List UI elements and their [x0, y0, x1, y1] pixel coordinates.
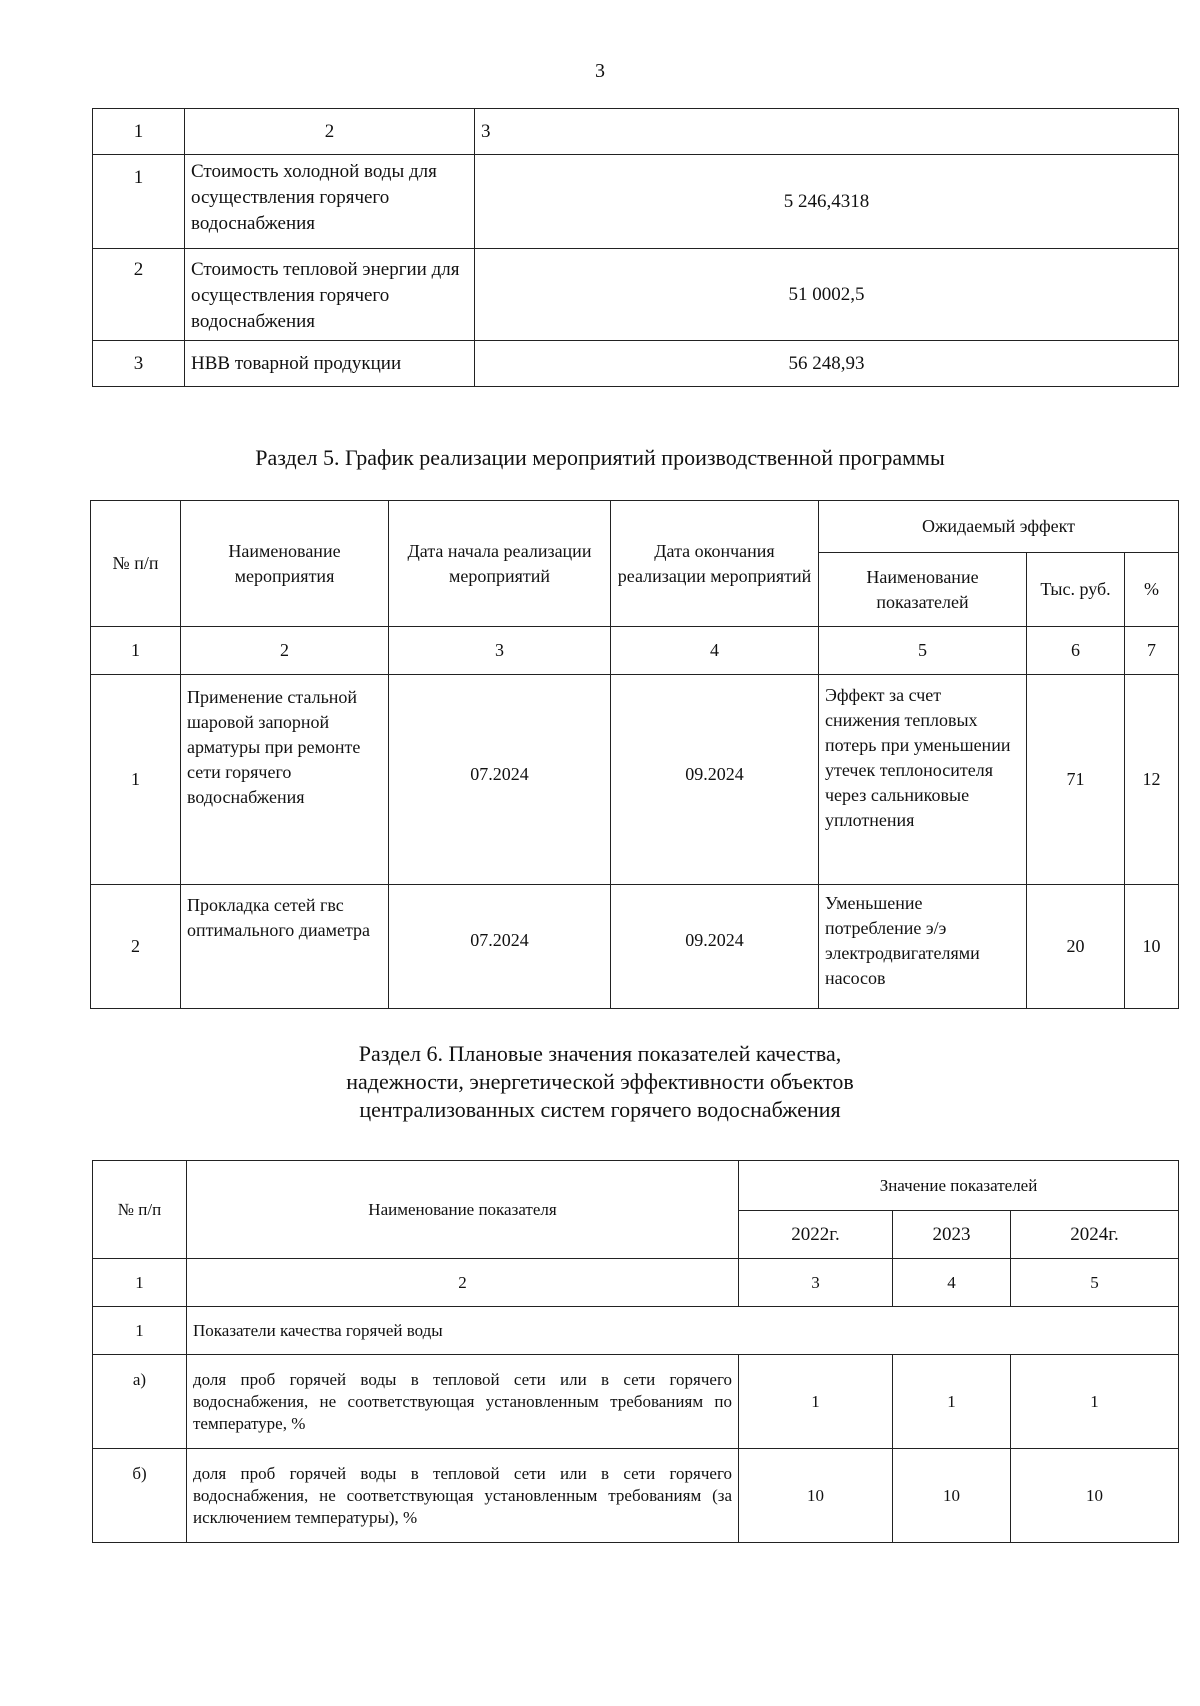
col-number: 6 — [1027, 627, 1125, 675]
row-value-2023: 1 — [893, 1355, 1011, 1449]
header-start-date: Дата начала реализации мероприятий — [389, 501, 611, 627]
row-value-2024: 1 — [1011, 1355, 1179, 1449]
row-name: Применение стальной шаровой запорной арматуры при ремонте сети горячего водоснабжения — [181, 675, 389, 885]
col-number: 4 — [611, 627, 819, 675]
table-row — [93, 1355, 1179, 1449]
table-header-row — [93, 109, 1179, 155]
group-name: Показатели качества горячей воды — [187, 1307, 1179, 1355]
indicators-table — [92, 1160, 1179, 1543]
table-row — [93, 249, 1179, 341]
section6-title-line3: централизованных систем горячего водоснабжения — [359, 1097, 841, 1122]
col-number: 5 — [819, 627, 1027, 675]
table-row — [91, 885, 1179, 1009]
row-name: доля проб горячей воды в тепловой сети или в сети горячего водоснабжения, не соответствующая установленным требованиям по температуре, % — [187, 1355, 739, 1449]
table-header-row — [91, 501, 1179, 553]
row-number: 3 — [93, 341, 185, 387]
row-number: б) — [93, 1449, 187, 1543]
col-number: 1 — [93, 109, 185, 155]
col-number: 3 — [739, 1259, 893, 1307]
header-num: № п/п — [91, 501, 181, 627]
row-number: 1 — [93, 155, 185, 249]
schedule-table — [90, 500, 1179, 1009]
row-start-date: 07.2024 — [389, 675, 611, 885]
row-thousand-rub: 20 — [1027, 885, 1125, 1009]
header-year: 2023 — [893, 1211, 1011, 1259]
row-value-2024: 10 — [1011, 1449, 1179, 1543]
row-end-date: 09.2024 — [611, 885, 819, 1009]
header-year: 2024г. — [1011, 1211, 1179, 1259]
table-row — [93, 1449, 1179, 1543]
group-number: 1 — [93, 1307, 187, 1355]
header-num: № п/п — [93, 1161, 187, 1259]
col-number: 3 — [475, 109, 1179, 155]
row-number: 2 — [91, 885, 181, 1009]
row-value-2022: 10 — [739, 1449, 893, 1543]
row-name: доля проб горячей воды в тепловой сети или в сети горячего водоснабжения, не соответствующая установленным требованиям (за исключением температуры), % — [187, 1449, 739, 1543]
row-name: Стоимость тепловой энергии для осуществления горячего водоснабжения — [185, 249, 475, 341]
group-row — [93, 1307, 1179, 1355]
header-percent: % — [1125, 553, 1179, 627]
row-percent: 12 — [1125, 675, 1179, 885]
col-number: 5 — [1011, 1259, 1179, 1307]
header-name: Наименование мероприятия — [181, 501, 389, 627]
header-name: Наименование показателя — [187, 1161, 739, 1259]
row-number: а) — [93, 1355, 187, 1449]
col-number: 7 — [1125, 627, 1179, 675]
section6-title-line1: Раздел 6. Плановые значения показателей качества, — [358, 1041, 842, 1066]
col-number: 2 — [185, 109, 475, 155]
table-row — [91, 675, 1179, 885]
col-number: 2 — [187, 1259, 739, 1307]
row-name: Стоимость холодной воды для осуществления горячего водоснабжения — [185, 155, 475, 249]
row-value-2023: 10 — [893, 1449, 1011, 1543]
header-values: Значение показателей — [739, 1161, 1179, 1211]
row-indicator: Уменьшение потребление э/э электродвигателями насосов — [819, 885, 1027, 1009]
row-value: 56 248,93 — [475, 341, 1179, 387]
page-number: 3 — [595, 60, 605, 82]
row-number: 2 — [93, 249, 185, 341]
col-number: 1 — [93, 1259, 187, 1307]
column-numbers-row — [93, 1259, 1179, 1307]
row-indicator: Эффект за счет снижения тепловых потерь при уменьшении утечек теплоносителя через сальниковые уплотнения — [819, 675, 1027, 885]
col-number: 1 — [91, 627, 181, 675]
column-numbers-row — [91, 627, 1179, 675]
row-start-date: 07.2024 — [389, 885, 611, 1009]
cost-table — [92, 108, 1179, 387]
row-percent: 10 — [1125, 885, 1179, 1009]
row-value-2022: 1 — [739, 1355, 893, 1449]
header-expected-effect: Ожидаемый эффект — [819, 501, 1179, 553]
table-row — [93, 341, 1179, 387]
section5-title: Раздел 5. График реализации мероприятий производственной программы — [255, 445, 945, 470]
col-number: 4 — [893, 1259, 1011, 1307]
col-number: 2 — [181, 627, 389, 675]
header-thousand-rub: Тыс. руб. — [1027, 553, 1125, 627]
header-end-date: Дата окончания реализации мероприятий — [611, 501, 819, 627]
row-thousand-rub: 71 — [1027, 675, 1125, 885]
row-name: Прокладка сетей гвс оптимального диаметра — [181, 885, 389, 1009]
row-end-date: 09.2024 — [611, 675, 819, 885]
table-row — [93, 155, 1179, 249]
header-year: 2022г. — [739, 1211, 893, 1259]
row-value: 5 246,4318 — [475, 155, 1179, 249]
table-header-row — [93, 1161, 1179, 1211]
header-indicator: Наименование показателей — [819, 553, 1027, 627]
section6-title-line2: надежности, энергетической эффективности объектов — [346, 1069, 854, 1094]
row-value: 51 0002,5 — [475, 249, 1179, 341]
row-number: 1 — [91, 675, 181, 885]
row-name: НВВ товарной продукции — [185, 341, 475, 387]
col-number: 3 — [389, 627, 611, 675]
